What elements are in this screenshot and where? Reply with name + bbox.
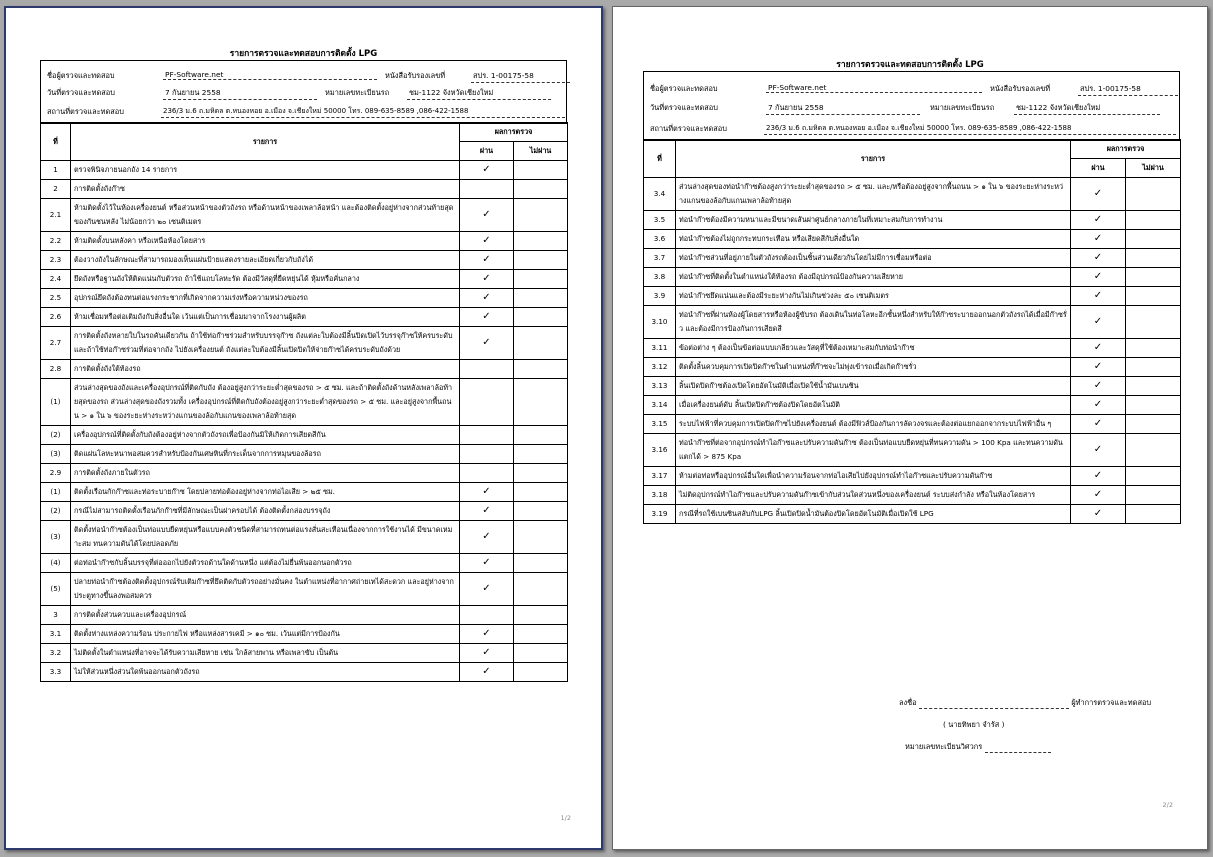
table-row <box>41 327 568 360</box>
fail-cell <box>514 625 568 644</box>
fail-cell <box>514 199 568 232</box>
row-number: 2.5 <box>41 289 71 308</box>
row-number: 3.6 <box>644 230 676 249</box>
check-mark-icon: ✓ <box>482 164 491 175</box>
fail-cell <box>1126 268 1181 287</box>
date-value: 7 กันยายน 2558 <box>766 102 920 115</box>
check-mark-icon: ✓ <box>1093 342 1103 353</box>
pass-cell <box>460 327 514 360</box>
document-title: รายการตรวจและทดสอบการติดตั้ง LPG <box>836 60 984 70</box>
pass-cell <box>1071 287 1126 306</box>
table-row <box>644 211 1181 230</box>
row-text: เมื่อเครื่องยนต์ดับ ลิ้นเปิดปิดก๊าซต้องปิดโดยอัตโนมัติ <box>676 396 1071 415</box>
pass-cell <box>460 199 514 232</box>
pass-cell <box>1071 358 1126 377</box>
row-number: 3.4 <box>644 178 676 211</box>
row-number: 1 <box>41 161 71 180</box>
pass-cell <box>460 663 514 682</box>
check-mark-icon: ✓ <box>482 486 491 497</box>
row-text: ติดตั้งเรือนกักก๊าซและท่อระบายก๊าซ โดยปลายท่อต้องอยู่ห่างจากท่อไอเสีย > ๒๕ ซม. <box>71 483 460 502</box>
signatory-name: ( นายทิพยา จำรัส ) <box>943 720 1005 729</box>
plate-value: ชม-1122 จังหวัดเชียงใหม่ <box>1014 102 1160 115</box>
table-row <box>41 625 568 644</box>
pass-cell <box>460 251 514 270</box>
row-text: การติดตั้งส่วนควบและเครื่องอุปกรณ์ <box>71 606 460 625</box>
plate-label: หมายเลขทะเบียนรถ <box>930 103 995 112</box>
pass-cell <box>1071 396 1126 415</box>
row-number: 3.2 <box>41 644 71 663</box>
row-number: 3.14 <box>644 396 676 415</box>
table-row <box>644 486 1181 505</box>
row-text: อุปกรณ์ยึดถังต้องทนต่อแรงกระชากที่เกิดจากความเร่งหรือความหน่วงของรถ <box>71 289 460 308</box>
row-number: (2) <box>41 426 71 445</box>
fail-cell <box>1126 306 1181 339</box>
plate-label: หมายเลขทะเบียนรถ <box>325 88 390 97</box>
row-number: 3.3 <box>41 663 71 682</box>
col-header-pass: ผ่าน <box>1071 159 1126 178</box>
fail-cell <box>1126 287 1181 306</box>
row-number: 3.1 <box>41 625 71 644</box>
row-number: (1) <box>41 483 71 502</box>
table-row <box>41 308 568 327</box>
pass-cell <box>460 625 514 644</box>
check-mark-icon: ✓ <box>1093 380 1103 391</box>
pass-cell <box>460 232 514 251</box>
check-mark-icon: ✓ <box>1093 271 1103 282</box>
pass-cell <box>460 573 514 606</box>
row-number: 3.19 <box>644 505 676 524</box>
fail-cell <box>1126 339 1181 358</box>
header-box <box>40 60 567 124</box>
table-row <box>41 644 568 663</box>
row-text: ติดตั้งท่อนำก๊าซต้องเป็นท่อแบบยืดหยุ่นหรือแบบคงตัวชนิดที่สามารถทนต่อแรงสั่นสะเทือนเนื่องจากการใช้งานได้ มีขนาดเหมาะสม ทนความดันได้โดยปลอดภัย <box>71 521 460 554</box>
pass-cell <box>460 379 514 426</box>
page-number: 1/2 <box>560 814 571 822</box>
row-text: กรณีที่รถใช้เบนซินสลับกับLPG ลิ้นเปิดปิดน้ำมันต้องปิดโดยอัตโนมัติเมื่อเปิดใช้ LPG <box>676 505 1071 524</box>
pass-cell <box>460 308 514 327</box>
check-mark-icon: ✓ <box>482 311 491 322</box>
pass-cell <box>460 606 514 625</box>
table-row <box>41 289 568 308</box>
table-row <box>41 251 568 270</box>
signature-line <box>899 697 1151 709</box>
table-row <box>41 161 568 180</box>
check-mark-icon: ✓ <box>1093 418 1103 429</box>
table-row <box>41 573 568 606</box>
table-row <box>644 339 1181 358</box>
pass-cell <box>1071 415 1126 434</box>
col-header-fail: ไม่ผ่าน <box>1126 159 1181 178</box>
row-text: ต่อท่อนำก๊าซกับลิ้นบรรจุที่ต่อออกไปยังตัวรถด้านใดด้านหนึ่ง แต่ต้องไม่ยื่นพ้นออกนอกตัวรถ <box>71 554 460 573</box>
check-mark-icon: ✓ <box>1093 399 1103 410</box>
col-header-no: ที่ <box>41 123 71 161</box>
col-header-item: รายการ <box>71 123 460 161</box>
pass-cell <box>1071 178 1126 211</box>
row-text: การติดตั้งถังก๊าซ <box>71 180 460 199</box>
fail-cell <box>1126 211 1181 230</box>
fail-cell <box>514 379 568 426</box>
table-row <box>41 199 568 232</box>
cert-label: หนังสือรับรองเลขที่ <box>385 71 446 80</box>
pass-cell <box>1071 505 1126 524</box>
table-row <box>644 287 1181 306</box>
check-mark-icon: ✓ <box>482 557 491 568</box>
row-text: ไม่ให้ส่วนหนึ่งส่วนใดพ้นออกนอกตัวถังรถ <box>71 663 460 682</box>
fail-cell <box>1126 505 1181 524</box>
place-value: 236/3 ม.6 ถ.มหิดล ต.หนองหอย อ.เมือง จ.เชียงใหม่ 50000 โทร. 089-635-8589 ,086-422-1588 <box>764 123 1176 135</box>
cert-value: สปร. 1-00175-58 <box>471 70 570 83</box>
table-row <box>644 396 1181 415</box>
fail-cell <box>514 573 568 606</box>
row-number: (1) <box>41 379 71 426</box>
inspector-label: ชื่อผู้ตรวจและทดสอบ <box>47 71 115 80</box>
table-row <box>644 249 1181 268</box>
pass-cell <box>460 521 514 554</box>
row-text: การติดตั้งถังหลายใบในรถคันเดียวกัน ถ้าใช้ท่อก๊าซร่วมสำหรับบรรจุก๊าซ ถังแต่ละใบต้องมีลิ้นปิดเปิดไว้บรรจุก๊าซให้ครบระดับ และถ้าใช้ท่อก๊าซร่วมที่ต่อจากถัง ไปยังเครื่องยนต์ ถังแต่ละใบต้องมีลิ้นเปิดปิดให้จ่ายก๊าซได้ครบระดับถังด้วย <box>71 327 460 360</box>
row-text: ห้ามติดตั้งไว้ในห้องเครื่องยนต์ หรือส่วนหน้าของตัวถังรถ หรือด้านหน้าของเพลาล้อหน้า และต้องติดตั้งอยู่ห่างจากส่วนท้ายสุดของกันชนหลัง ไม่น้อยกว่า ๒๐ เซนติเมตร <box>71 199 460 232</box>
row-text: ติดแผ่นโลหะหนาพอสมควรสำหรับป้องกันเศษหินที่กระเด็นจากการหมุนของล้อรถ <box>71 445 460 464</box>
row-number: 2.7 <box>41 327 71 360</box>
check-mark-icon: ✓ <box>1093 188 1103 199</box>
row-text: ติดตั้งลิ้นควบคุมการเปิดปิดก๊าซในตำแหน่งที่ก๊าซจะไม่พุ่งเข้ารถเมื่อเกิดก๊าซรั่ว <box>676 358 1071 377</box>
row-text: ระบบไฟฟ้าที่ควบคุมการเปิดปิดก๊าซไปยังเครื่องยนต์ ต้องมีฟิวส์ป้องกันการลัดวงจรและต้องต่อแยกออกจากระบบไฟฟ้าอื่น ๆ <box>676 415 1071 434</box>
pass-cell <box>1071 306 1126 339</box>
check-mark-icon: ✓ <box>482 583 491 594</box>
fail-cell <box>1126 230 1181 249</box>
row-text: ท่อนำก๊าซส่วนที่อยู่ภายในตัวถังรถต้องเป็นชิ้นส่วนเดียวกันโดยไม่มีการเชื่อมหรือต่อ <box>676 249 1071 268</box>
pass-cell <box>1071 211 1126 230</box>
row-number: 2.6 <box>41 308 71 327</box>
row-number: 3.10 <box>644 306 676 339</box>
place-label: สถานที่ตรวจและทดสอบ <box>47 107 124 116</box>
document-page-1 <box>4 6 603 850</box>
row-number: 3.5 <box>644 211 676 230</box>
fail-cell <box>514 251 568 270</box>
inspector-label: ชื่อผู้ตรวจและทดสอบ <box>650 84 718 93</box>
pass-cell <box>460 483 514 502</box>
row-number: 3.13 <box>644 377 676 396</box>
check-mark-icon: ✓ <box>482 235 491 246</box>
row-number: 3.12 <box>644 358 676 377</box>
check-mark-icon: ✓ <box>1093 470 1103 481</box>
check-mark-icon: ✓ <box>1093 489 1103 500</box>
fail-cell <box>514 502 568 521</box>
row-text: การติดตั้งถังภายในตัวรถ <box>71 464 460 483</box>
date-value: 7 กันยายน 2558 <box>163 87 317 100</box>
pass-cell <box>460 180 514 199</box>
table-row <box>644 415 1181 434</box>
row-text: ท่อนำก๊าซที่ต่อจากอุปกรณ์ทำไอก๊าซและปรับความดันก๊าซ ต้องเป็นท่อแบบยืดหยุ่นที่ทนความดัน > 100 Kpa และทนความดันแตกได้ > 875 Kpa <box>676 434 1071 467</box>
table-row <box>644 467 1181 486</box>
row-number: (3) <box>41 521 71 554</box>
check-mark-icon: ✓ <box>1093 316 1103 327</box>
pass-cell <box>460 289 514 308</box>
fail-cell <box>1126 434 1181 467</box>
row-text: ไม่ติดตั้งในตำแหน่งที่อาจจะได้รับความเสียหาย เช่น ใกล้สายพาน หรือเพลาขับ เป็นต้น <box>71 644 460 663</box>
table-row <box>41 232 568 251</box>
fail-cell <box>514 161 568 180</box>
place-label: สถานที่ตรวจและทดสอบ <box>650 124 727 133</box>
row-text: ท่อนำก๊าซต้องไม่ถูกกระทบกระเทือน หรือเสียดสีกับสิ่งอื่นใด <box>676 230 1071 249</box>
pass-cell <box>1071 467 1126 486</box>
fail-cell <box>1126 415 1181 434</box>
check-mark-icon: ✓ <box>1093 233 1103 244</box>
date-label: วันที่ตรวจและทดสอบ <box>47 88 115 97</box>
row-text: ไม่ติดอุปกรณ์ทำไอก๊าซและปรับความดันก๊าซเข้ากับส่วนใดส่วนหนึ่งของเครื่องยนต์ ระบบส่งกำลัง หรือในห้องโดยสาร <box>676 486 1071 505</box>
table-group-row <box>41 360 568 379</box>
signature-role: ผู้ทำการตรวจและทดสอบ <box>1071 698 1152 707</box>
check-mark-icon: ✓ <box>482 273 491 284</box>
fail-cell <box>514 308 568 327</box>
fail-cell <box>1126 249 1181 268</box>
row-number: (3) <box>41 445 71 464</box>
row-number: (2) <box>41 502 71 521</box>
fail-cell <box>514 554 568 573</box>
fail-cell <box>1126 486 1181 505</box>
check-mark-icon: ✓ <box>1093 361 1103 372</box>
row-number: 2.9 <box>41 464 71 483</box>
check-mark-icon: ✓ <box>482 292 491 303</box>
table-row <box>644 178 1181 211</box>
cert-label: หนังสือรับรองเลขที่ <box>990 84 1051 93</box>
engineer-line <box>905 741 1051 753</box>
table-row <box>644 358 1181 377</box>
table-row <box>41 445 568 464</box>
check-mark-icon: ✓ <box>482 647 491 658</box>
row-number: 3.11 <box>644 339 676 358</box>
signature-label: ลงชื่อ <box>899 698 917 707</box>
date-label: วันที่ตรวจและทดสอบ <box>650 103 718 112</box>
table-group-row <box>41 464 568 483</box>
engineer-label: หมายเลขทะเบียนวิศวกร <box>905 742 983 751</box>
table-row <box>644 377 1181 396</box>
row-number: 2.4 <box>41 270 71 289</box>
fail-cell <box>1126 396 1181 415</box>
pass-cell <box>460 270 514 289</box>
row-text: ลิ้นเปิดปิดก๊าซต้องเปิดโดยอัตโนมัติเมื่อเปิดใช้น้ำมันเบนซิน <box>676 377 1071 396</box>
table-row <box>644 268 1181 287</box>
fail-cell <box>1126 467 1181 486</box>
row-text: ท่อนำก๊าซที่ติดตั้งในตำแหน่งใต้ท้องรถ ต้องมีอุปกรณ์ป้องกันความเสียหาย <box>676 268 1071 287</box>
row-text: ตรวจพินิจภายนอกถัง 14 รายการ <box>71 161 460 180</box>
table-row <box>41 426 568 445</box>
col-header-result: ผลการตรวจ <box>460 123 568 142</box>
fail-cell <box>514 232 568 251</box>
pass-cell <box>460 644 514 663</box>
row-text: ข้อต่อต่าง ๆ ต้องเป็นข้อต่อแบบเกลียวและวัสดุที่ใช้ต้องเหมาะสมกับท่อนำก๊าซ <box>676 339 1071 358</box>
fail-cell <box>514 360 568 379</box>
table-row <box>41 521 568 554</box>
pass-cell <box>460 445 514 464</box>
col-header-no: ที่ <box>644 140 676 178</box>
row-text: ปลายท่อนำก๊าซต้องติดตั้งอุปกรณ์รับเติมก๊าซที่ยึดติดกับตัวรถอย่างมั่นคง ในตำแหน่งที่อากาศถ่ายเทได้สะดวก และอยู่ห่างจากประตูทางขึ้นลงพอสมควร <box>71 573 460 606</box>
fail-cell <box>514 180 568 199</box>
table-row <box>644 505 1181 524</box>
pass-cell <box>1071 230 1126 249</box>
page-number: 2/2 <box>1162 801 1173 809</box>
table-row <box>41 483 568 502</box>
row-number: 3.8 <box>644 268 676 287</box>
check-mark-icon: ✓ <box>1093 214 1103 225</box>
check-mark-icon: ✓ <box>1093 444 1103 455</box>
row-number: 3.15 <box>644 415 676 434</box>
pass-cell <box>460 502 514 521</box>
row-number: 2 <box>41 180 71 199</box>
row-text: ท่อนำก๊าซที่ผ่านห้องผู้โดยสารหรือห้องผู้ขับรถ ต้องเดินในท่อโลหะอีกชั้นหนึ่งสำหรับให้ก๊าซระบายออกนอกตัวถังรถได้เมื่อมีก๊าซรั่ว และต้องมีการป้องกันการเสียดสี <box>676 306 1071 339</box>
fail-cell <box>514 483 568 502</box>
row-text: เครื่องอุปกรณ์ที่ติดตั้งกับถังต้องอยู่ห่างจากตัวถังรถเพื่อป้องกันมิให้เกิดการเสียดสีกัน <box>71 426 460 445</box>
fail-cell <box>514 327 568 360</box>
table-row <box>41 270 568 289</box>
table-row <box>644 306 1181 339</box>
check-mark-icon: ✓ <box>482 505 491 516</box>
col-header-fail: ไม่ผ่าน <box>514 142 568 161</box>
row-number: 3.16 <box>644 434 676 467</box>
row-text: ต้องวางถังในลักษณะที่สามารถมองเห็นแผ่นป้ายแสดงรายละเอียดเกี่ยวกับถังได้ <box>71 251 460 270</box>
check-mark-icon: ✓ <box>482 531 491 542</box>
inspector-value: PF-Software.net <box>163 70 377 80</box>
inspector-value: PF-Software.net <box>766 83 982 93</box>
table-row <box>644 434 1181 467</box>
header-box <box>643 71 1180 141</box>
row-number: (4) <box>41 554 71 573</box>
check-mark-icon: ✓ <box>482 209 491 220</box>
row-number: 3.7 <box>644 249 676 268</box>
fail-cell <box>514 663 568 682</box>
row-number: (5) <box>41 573 71 606</box>
checklist-table-page-1 <box>40 122 568 682</box>
check-mark-icon: ✓ <box>482 666 491 677</box>
fail-cell <box>514 606 568 625</box>
row-text: ท่อนำก๊าซยึดแน่นและต้องมีระยะห่างกันไม่เกินช่วงละ ๕๐ เซนติเมตร <box>676 287 1071 306</box>
check-mark-icon: ✓ <box>482 254 491 265</box>
row-number: 2.2 <box>41 232 71 251</box>
row-number: 2.8 <box>41 360 71 379</box>
place-value: 236/3 ม.6 ถ.มหิดล ต.หนองหอย อ.เมือง จ.เชียงใหม่ 50000 โทร. 089-635-8589 ,086-422-1588 <box>161 106 565 118</box>
pass-cell <box>460 426 514 445</box>
pass-cell <box>1071 249 1126 268</box>
cert-value: สปร. 1-00175-58 <box>1078 83 1178 96</box>
document-title: รายการตรวจและทดสอบการติดตั้ง LPG <box>229 49 378 59</box>
pass-cell <box>460 554 514 573</box>
table-group-row <box>41 606 568 625</box>
row-number: 3.9 <box>644 287 676 306</box>
pass-cell <box>1071 268 1126 287</box>
row-number: 3.17 <box>644 467 676 486</box>
pass-cell <box>1071 377 1126 396</box>
row-text: ส่วนล่างสุดของท่อนำก๊าซต้องสูงกว่าระยะต่ำสุดของรถ > ๕ ซม. และ/หรือต้องอยู่สูงจากพื้นถนน > ๑ ใน ๖ ของระยะห่างระหว่างแกนของล้อกับแกนเพลาล้อท้ายสุด <box>676 178 1071 211</box>
fail-cell <box>514 464 568 483</box>
col-header-item: รายการ <box>676 140 1071 178</box>
table-row <box>41 502 568 521</box>
fail-cell <box>514 289 568 308</box>
pass-cell <box>1071 486 1126 505</box>
check-mark-icon: ✓ <box>1093 290 1103 301</box>
fail-cell <box>1126 358 1181 377</box>
check-mark-icon: ✓ <box>482 628 491 639</box>
check-mark-icon: ✓ <box>1093 508 1103 519</box>
fail-cell <box>514 521 568 554</box>
row-text: กรณีไม่สามารถติดตั้งเรือนกักก๊าซที่มีลักษณะเป็นฝาครอบได้ ต้องติดตั้งกล่องบรรจุถัง <box>71 502 460 521</box>
table-row <box>41 663 568 682</box>
table-group-row <box>41 180 568 199</box>
row-number: 2.3 <box>41 251 71 270</box>
table-row <box>41 379 568 426</box>
fail-cell <box>1126 377 1181 396</box>
fail-cell <box>1126 178 1181 211</box>
check-mark-icon: ✓ <box>1093 252 1103 263</box>
row-text: การติดตั้งถังใต้ท้องรถ <box>71 360 460 379</box>
pass-cell <box>1071 434 1126 467</box>
row-text: ติดตั้งห่างแหล่งความร้อน ประกายไฟ หรือแหล่งสารเคมี > ๑๐ ซม. เว้นแต่มีการป้องกัน <box>71 625 460 644</box>
fail-cell <box>514 644 568 663</box>
col-header-result: ผลการตรวจ <box>1071 140 1181 159</box>
table-row <box>41 554 568 573</box>
fail-cell <box>514 426 568 445</box>
pass-cell <box>460 464 514 483</box>
row-number: 3 <box>41 606 71 625</box>
row-text: ห้ามต่อท่อหรืออุปกรณ์อื่นใดเพื่อนำความร้อนจากท่อไอเสียไปยังอุปกรณ์ทำไอก๊าซและปรับความดันก๊าซ <box>676 467 1071 486</box>
col-header-pass: ผ่าน <box>460 142 514 161</box>
row-text: ห้ามเชื่อมหรือต่อเติมถังกับสิ่งอื่นใด เว้นแต่เป็นการเชื่อมมาจากโรงงานผู้ผลิต <box>71 308 460 327</box>
plate-value: ชม-1122 จังหวัดเชียงใหม่ <box>407 87 551 100</box>
fail-cell <box>514 445 568 464</box>
table-row <box>644 230 1181 249</box>
row-text: ส่วนล่างสุดของถังและเครื่องอุปกรณ์ที่ติดกับถัง ต้องอยู่สูงกว่าระยะต่ำสุดของรถ > ๕ ซม. และถ้าติดตั้งถังด้านหลังเพลาล้อท้ายสุดของรถ ส่วนล่างสุดของถังรวมทั้ง เครื่องอุปกรณ์ที่ติดกับถังต้องอยู่สูงกว่าระยะต่ำสุดของรถ > ๕ ซม. และอยู่สูงจากพื้นถนน > ๑ ใน ๖ ของระยะห่างระหว่างแกนของล้อกับแกนของเพลาล้อท้ายสุด <box>71 379 460 426</box>
pass-cell <box>1071 339 1126 358</box>
row-text: ท่อนำก๊าซต้องมีความหนาและมีขนาดเส้นผ่าศูนย์กลางภายในที่เหมาะสมกับการทำงาน <box>676 211 1071 230</box>
pass-cell <box>460 161 514 180</box>
pass-cell <box>460 360 514 379</box>
checklist-table-page-2 <box>643 139 1181 524</box>
row-number: 2.1 <box>41 199 71 232</box>
row-text: ยึดถังหรือฐานถังให้ติดแน่นกับตัวรถ ถ้าใช้แถบโลหะรัด ต้องมีวัสดุที่ยืดหยุ่นได้ หุ้มหรือคั่นกลาง <box>71 270 460 289</box>
row-text: ห้ามติดตั้งบนหลังคา หรือเหนือห้องโดยสาร <box>71 232 460 251</box>
row-number: 3.18 <box>644 486 676 505</box>
check-mark-icon: ✓ <box>482 337 491 348</box>
fail-cell <box>514 270 568 289</box>
document-page-2 <box>612 6 1208 850</box>
